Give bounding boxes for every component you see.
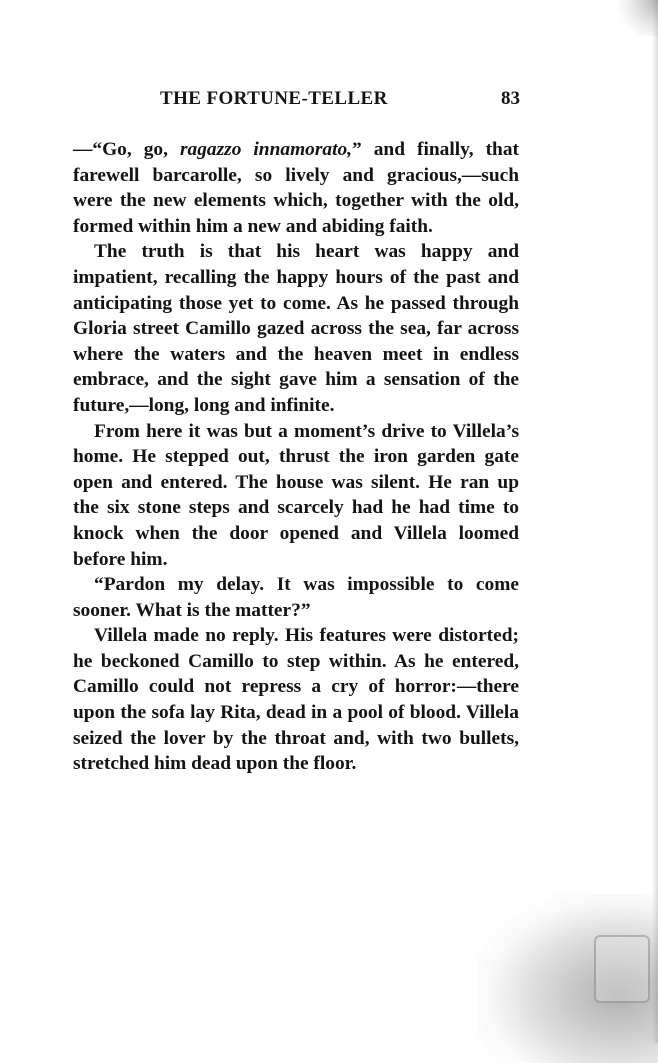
paragraph: From here it was but a moment’s drive to Villela’s home. He stepped out, thrust the iron garden gate open and entered. The house was silent. He ran up the six stone steps and scarcely had he had time to knock when the door opened and Villela loomed before him. <box>73 420 519 570</box>
paragraph <box>73 137 519 239</box>
scan-corner-artifact <box>616 0 658 36</box>
paragraph: Villela made no reply. His features were distorted; he beckoned Camillo to step within. As he entered, Camillo could not repress a cry of horror:—there upon the sofa lay Rita, dead in a pool of blood. Villela seized the lover by the throat and, with two bullets, stretched him dead upon the floor. <box>73 625 519 775</box>
paragraph: The truth is that his heart was happy and impatient, recalling the happy hours of the past and anticipating those yet to come. As he passed through Gloria street Camillo gazed across the sea, far across where the waters and the heaven meet in endless embrace, and the sight gave him a sensation of the future,—long, long and infinite. <box>73 241 519 416</box>
paragraph: “Pardon my delay. It was impossible to come sooner. What is the matter?” <box>73 574 519 621</box>
scan-edge-shadow <box>652 0 658 1043</box>
paragraph-text: ” and finally, that farewell barcarolle, so lively and gracious,—such were the new elements which, together with the old, formed within him a new and abiding faith. <box>73 139 519 237</box>
body-text <box>73 137 519 777</box>
scan-stain-mark <box>594 935 650 1003</box>
running-head <box>72 88 520 114</box>
running-title: THE FORTUNE-TELLER <box>160 88 388 109</box>
italic-phrase: ragazzo innamorato, <box>179 139 353 160</box>
paragraph-text: —“Go, go, <box>73 139 180 160</box>
page-number: 83 <box>501 88 520 109</box>
